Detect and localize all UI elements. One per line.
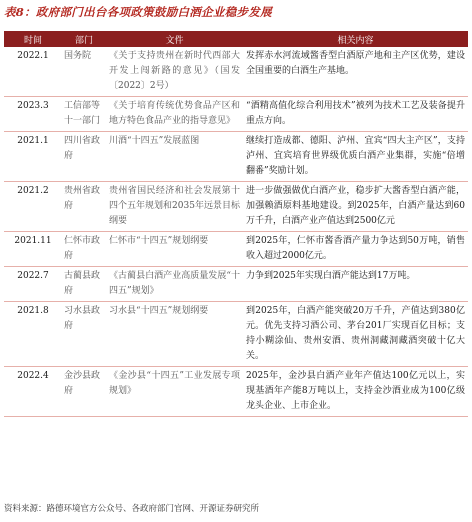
cell-document: 贵州省国民经济和社会发展第十四个五年规划和2035年远景目标纲要 [106,182,243,232]
table-row [4,47,468,97]
cell-content: 到2025年，仁怀市酱香酒产量力争达到50万吨，销售收入超过2000亿元。 [243,232,468,267]
cell-content: 发挥赤水河流域酱香型白酒原产地和主产区优势，建设全国重要的白酒生产基地。 [243,47,468,97]
cell-time: 2023.3 [4,97,62,132]
cell-department: 四川省政府 [62,132,106,182]
table-header-row [4,31,468,47]
cell-department: 金沙县政府 [62,367,106,417]
cell-document: 《关于培育传统优势食品产区和地方特色食品产业的指导意见》 [106,97,243,132]
table-row [4,367,468,417]
cell-time: 2022.7 [4,267,62,302]
cell-content: 力争到2025年实现白酒产能达到17万吨。 [243,267,468,302]
cell-document: 习水县“十四五”规划纲要 [106,302,243,367]
cell-content: 到2025年，白酒产能突破20万千升，产值达到380亿元。优先支持习酒公司、茅台201厂实现百亿目标；支持小糊涂仙、贵州安酒、贵州洞藏洞藏酒突破十亿大关。 [243,302,468,367]
header-document: 文件 [106,31,243,47]
header-department: 部门 [62,31,106,47]
cell-time: 2021.11 [4,232,62,267]
header-time: 时间 [4,31,62,47]
cell-department: 古蔺县政府 [62,267,106,302]
cell-department: 工信部等十一部门 [62,97,106,132]
policy-table [4,31,468,417]
table-row [4,97,468,132]
cell-content: 进一步做强做优白酒产业，稳步扩大酱香型白酒产能，加强赖酒原料基地建设。到2025年，白酒产量达到60万千升，白酒产业产值达到2500亿元 [243,182,468,232]
table-row [4,182,468,232]
cell-document: 《古蔺县白酒产业高质量发展“十四五”规划》 [106,267,243,302]
table-title: 表8：政府部门出台各项政策鼓励白酒企业稳步发展 [4,5,272,19]
cell-department: 国务院 [62,47,106,97]
cell-content: “酒精高值化综合利用技术”被列为技术工艺及装备提升重点方向。 [243,97,468,132]
cell-content: 2025年，金沙县白酒产业年产值达100亿元以上，实现基酒年产能8万吨以上，支持金沙酒业成为100亿级龙头企业、上市企业。 [243,367,468,417]
cell-time: 2022.4 [4,367,62,417]
cell-document: 仁怀市“十四五”规划纲要 [106,232,243,267]
cell-time: 2022.1 [4,47,62,97]
table-row [4,267,468,302]
table-row [4,132,468,182]
header-content: 相关内容 [243,31,468,47]
cell-document: 川酒“十四五”发展蓝图 [106,132,243,182]
cell-time: 2021.1 [4,132,62,182]
source-note: 资料来源：路德环境官方公众号、各政府部门官网、开源证券研究所 [4,504,260,514]
cell-time: 2021.8 [4,302,62,367]
cell-document: 《关于支持贵州在新时代西部大开发上闯新路的意见》（国发〔2022〕2号） [106,47,243,97]
table-row [4,232,468,267]
cell-content: 继续打造成都、德阳、泸州、宜宾“四大主产区”，支持泸州、宜宾培育世界级优质白酒产业集群，实施“倍增翻番”奖励计划。 [243,132,468,182]
table-row [4,302,468,367]
cell-department: 仁怀市政府 [62,232,106,267]
cell-document: 《金沙县“十四五”工业发展专项规划》 [106,367,243,417]
cell-time: 2021.2 [4,182,62,232]
cell-department: 贵州省政府 [62,182,106,232]
cell-department: 习水县政府 [62,302,106,367]
